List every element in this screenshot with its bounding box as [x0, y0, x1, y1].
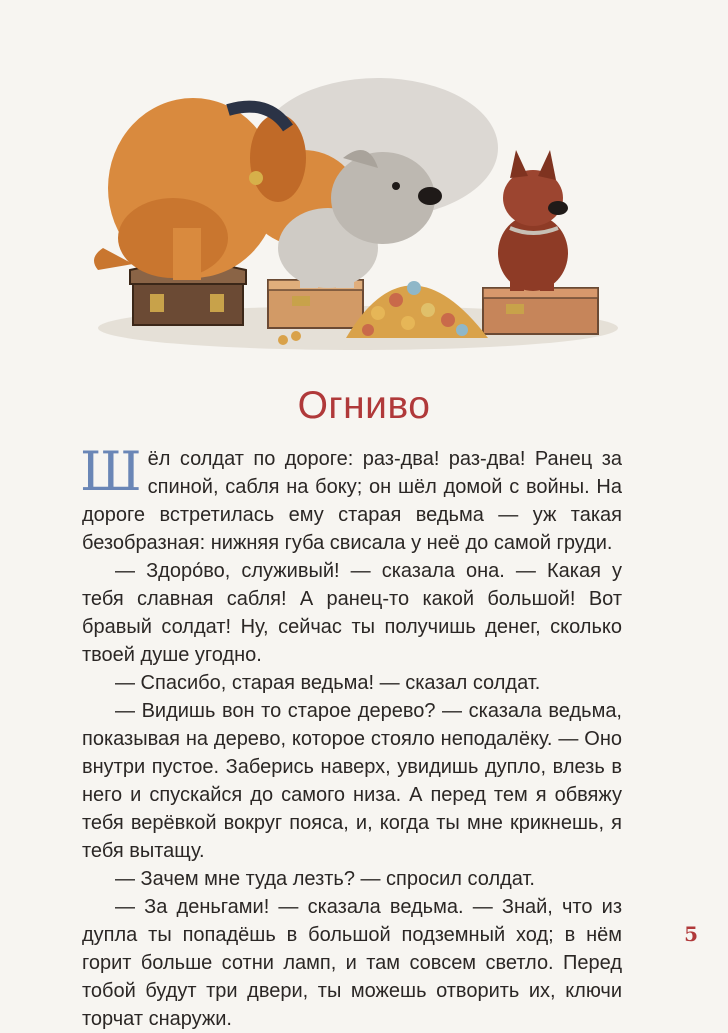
paragraph: — Здоро́во, служивый! — сказала она. — Какая у тебя славная сабля! А ранец-то какой большой! Вот бравый солдат! Ну, сейчас ты получишь денег, сколько твоей душе угодно. [82, 560, 622, 666]
paragraph [80, 440, 622, 557]
drop-cap-letter: Ш [80, 440, 142, 503]
story-title: Огниво [297, 384, 431, 427]
dogs-illustration [78, 38, 618, 368]
paragraph: — Видишь вон то старое дерево? — сказала ведьма, показывая на дерево, которое стояло неподалёку. — Оно внутри пустое. Заберись наверх, увидишь дупло, влезь в него и спускайся до самого низа. А перед тем я обвяжу тебя верёвкой вокруг пояса, и, когда ты мне крикнешь, я тебя вытащу. [82, 700, 622, 862]
page-number: 5 [684, 922, 698, 946]
story-text [80, 440, 622, 1033]
paragraph: — Спасибо, старая ведьма! — сказал солдат. [115, 672, 541, 694]
paragraph: — За деньгами! — сказала ведьма. — Знай, что из дупла ты попадёшь в большой подземный ход; в нём горит больше сотни ламп, и там совсем светло. Перед тобой будут три двери, ты можешь отворить их, ключи торчат снаружи. [82, 896, 622, 1030]
paragraph: — Зачем мне туда лезть? — спросил солдат. [115, 868, 535, 890]
red-dog [498, 150, 568, 291]
paragraph-text: ёл солдат по дороге: раз-два! раз-два! Ранец за спиной, сабля на боку; он шёл домой с войны. На дороге встретилась ему старая ведьма — уж такая безобразная: нижняя губа свисала у неё до самой груди. [82, 448, 622, 554]
right-chest [483, 288, 598, 334]
